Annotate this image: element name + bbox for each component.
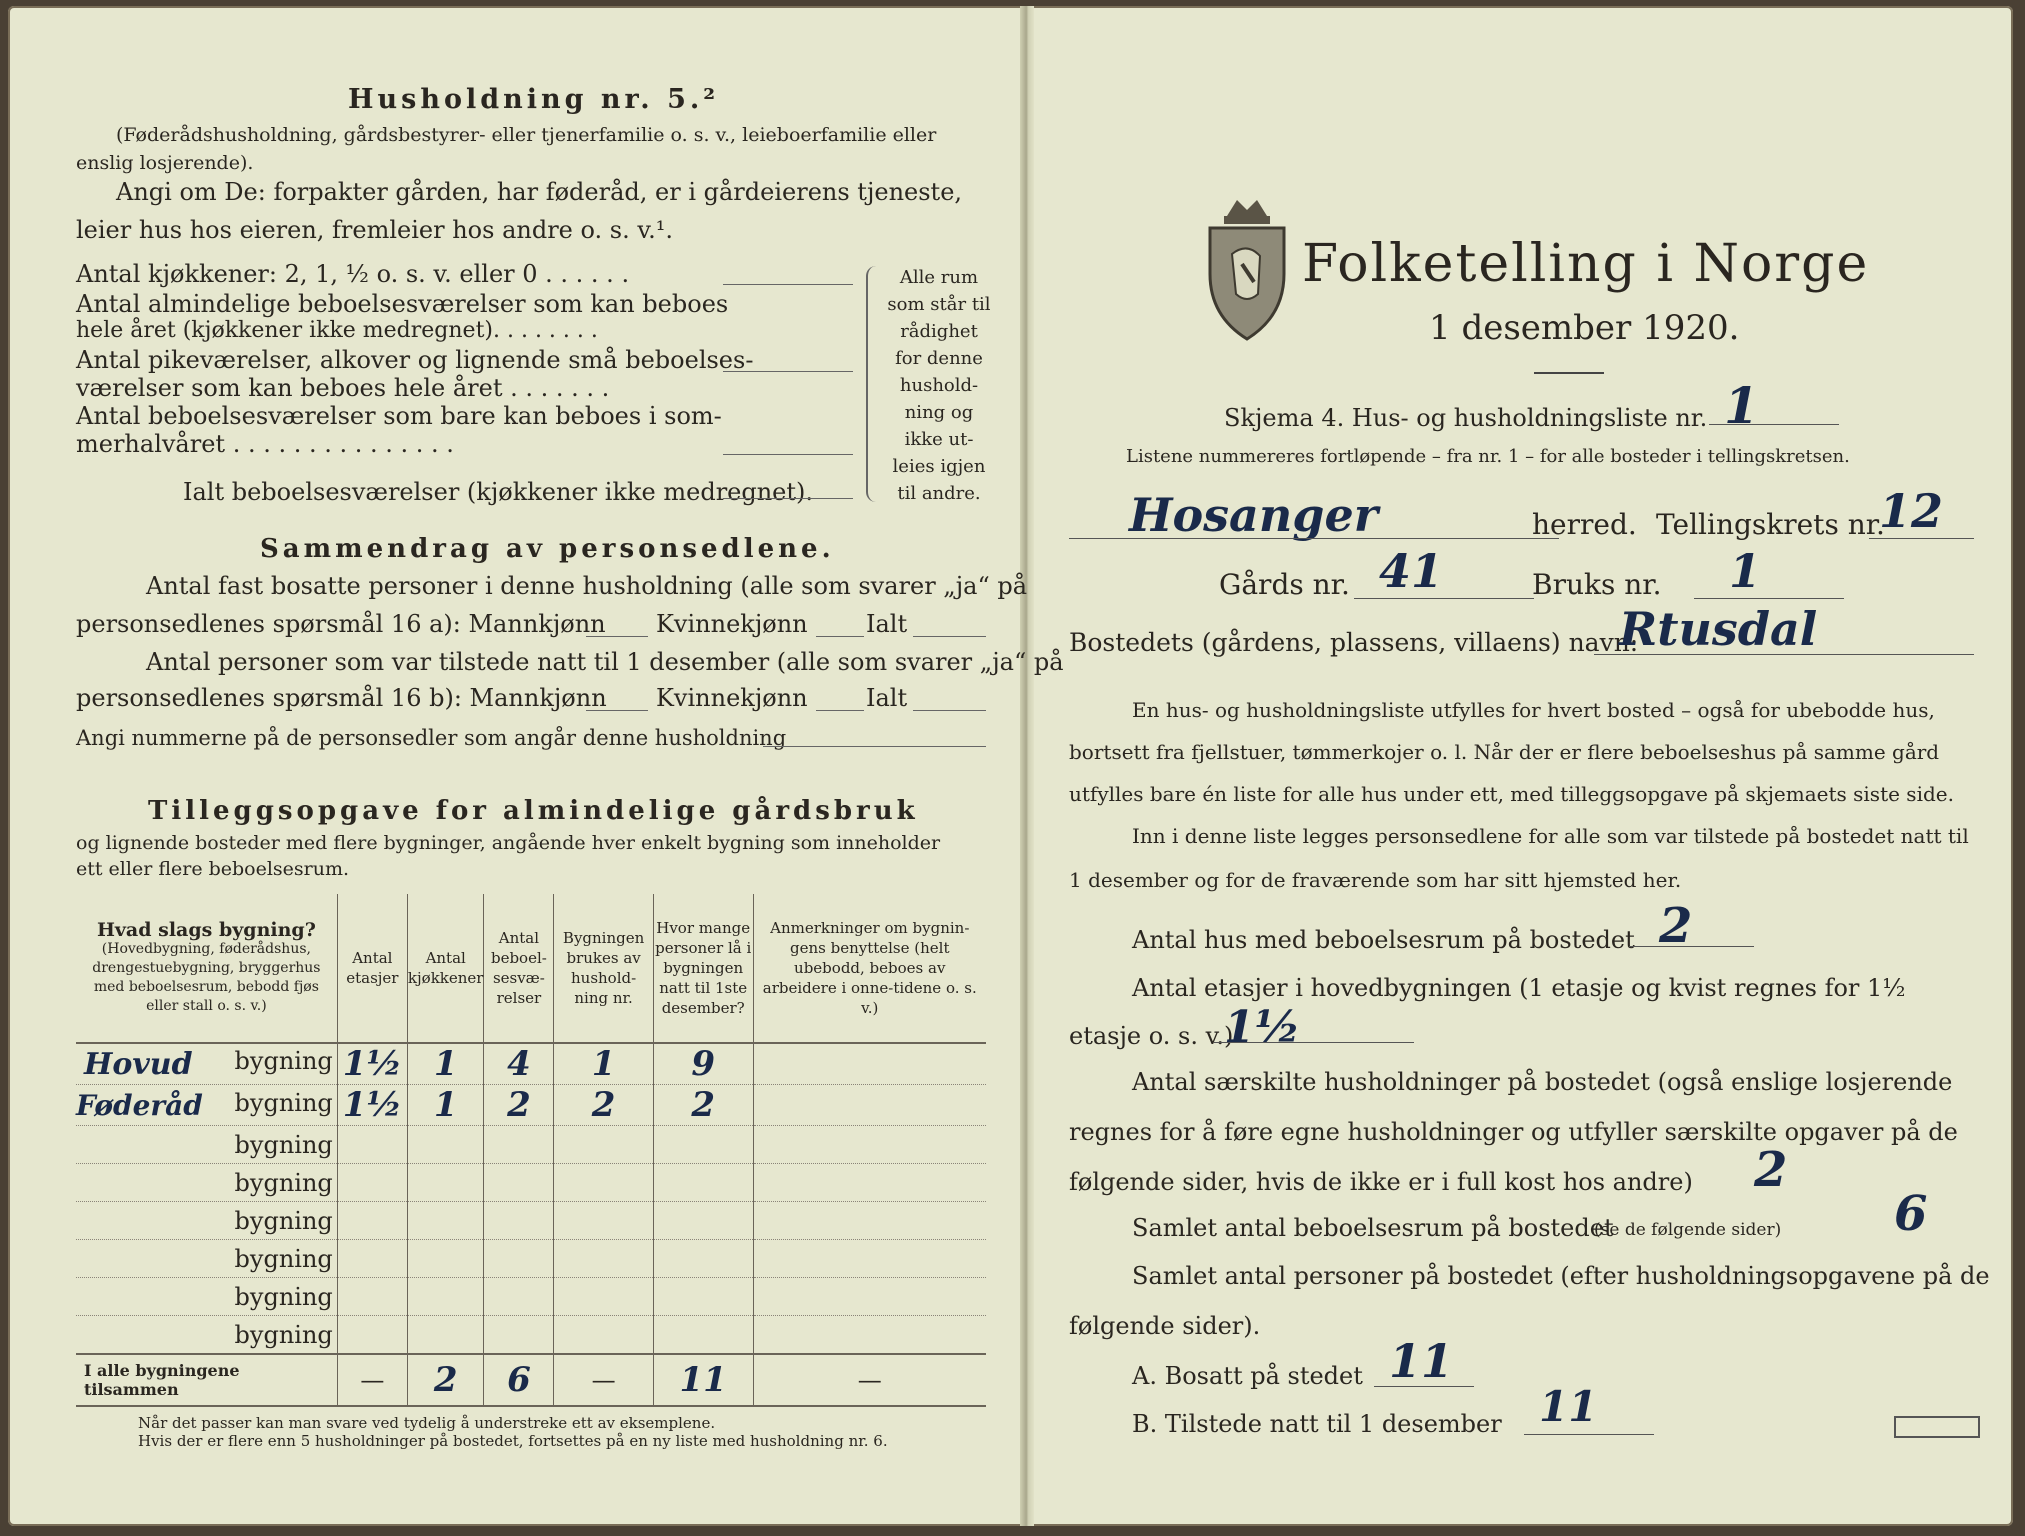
houses-value: 2 — [1659, 898, 1693, 954]
col-header-building-type: Hvad slags bygning? (Hovedbygning, føderådshus, drengestuebygning, bryggerhus med beboelsesrum, bebodd fjøs eller stall o. s. v.) — [76, 894, 337, 1043]
remarks-cell — [753, 1043, 986, 1085]
total-persons: 11 — [653, 1354, 753, 1406]
summer-rooms-label-cont: merhalvåret . . . . . . . . . . . . . . . — [76, 430, 454, 458]
instruction-p1: En hus- og husholdningsliste utfylles for hvert bosted – også for ubebodde hus, — [1132, 698, 1935, 722]
floors-label-cont: etasje o. s. v.) — [1069, 1022, 1234, 1050]
col-header-kitchens: Antal kjøkkener — [407, 894, 484, 1043]
total-rooms-value: 6 — [1894, 1186, 1928, 1242]
side-note-line: for denne — [895, 348, 983, 369]
numbering-note: Listene nummereres fortløpende – fra nr. 1 – for alle bosteder i tellingskretsen. — [1126, 446, 1850, 467]
household-title: Husholdning nr. 5.² — [348, 84, 720, 115]
table-row — [76, 1085, 986, 1126]
municipality-label: herred. — [1532, 508, 1637, 541]
rooms-cell: 4 — [484, 1043, 554, 1085]
holding-number-label: Bruks nr. — [1532, 568, 1662, 601]
side-note-line: ikke ut- — [904, 429, 974, 450]
side-note — [880, 264, 998, 507]
floors-label: Antal etasjer i hovedbygningen (1 etasje og kvist regnes for 1½ — [1132, 974, 1906, 1002]
total-persons-label-cont: følgende sider). — [1069, 1312, 1261, 1340]
persons-cell: 9 — [653, 1043, 753, 1085]
person-numbers-label: Angi nummerne på de personsedler som angår denne husholdning — [76, 726, 787, 750]
floors-cell: 1½ — [337, 1043, 407, 1085]
col-header-household: Bygningen brukes av hushold-ning nr. — [554, 894, 654, 1043]
rooms-cell: 2 — [484, 1085, 554, 1126]
holding-number-value: 1 — [1729, 544, 1762, 598]
table-total-row — [76, 1354, 986, 1406]
side-note-line: leies igjen — [892, 456, 986, 477]
resident-label: A. Bosatt på stedet — [1132, 1362, 1363, 1390]
place-name-label: Bostedets (gårdens, plassens, villaens) navn: — [1069, 628, 1639, 657]
answer-line — [723, 371, 853, 372]
divider — [1534, 372, 1604, 374]
side-note-line: som står til — [887, 294, 991, 315]
table-row: bygning — [76, 1240, 986, 1278]
side-note-line: til andre. — [897, 483, 981, 504]
total-rooms-label: Samlet antal beboelsesrum på bostedet — [1132, 1214, 1614, 1242]
total-label: Ialt — [866, 684, 908, 712]
table-row: bygning — [76, 1126, 986, 1164]
persons-cell: 2 — [653, 1085, 753, 1126]
col-header-floors: Antal etasjer — [337, 894, 407, 1043]
footnote-1: Når det passer kan man svare ved tydelig å understreke ett av eksemplene. — [138, 1414, 716, 1432]
page-fold — [1020, 6, 1034, 1526]
total-remarks: — — [753, 1354, 986, 1406]
total-household: — — [554, 1354, 654, 1406]
building-type-cell: Føderåd bygning — [76, 1085, 337, 1126]
right-page — [1034, 6, 2013, 1526]
side-note-line: rådighet — [900, 321, 978, 342]
female-label: Kvinnekjønn — [656, 610, 808, 638]
list-number-value: 1 — [1724, 376, 1759, 435]
small-rooms-label: Antal pikeværelser, alkover og lignende små beboelses- — [76, 346, 754, 374]
answer-line — [723, 498, 853, 499]
instruction-p1-cont: bortsett fra fjellstuer, tømmerkojer o. l. Når der er flere beboelseshus på samme gård — [1069, 740, 1940, 764]
table-row: bygning — [76, 1278, 986, 1316]
district-label: Tellingskrets nr. — [1656, 508, 1885, 541]
present-label: B. Tilstede natt til 1 desember — [1132, 1410, 1502, 1438]
total-persons-label: Samlet antal personer på bostedet (efter husholdningsopgavene på de — [1132, 1262, 1990, 1290]
printer-stamp — [1894, 1416, 1980, 1438]
household-note: (Føderådshusholdning, gårdsbestyrer- eller tjenerfamilie o. s. v., leieboerfamilie eller — [116, 124, 937, 146]
table-row: bygning — [76, 1316, 986, 1355]
summary-q1: Antal fast bosatte personer i denne husholdning (alle som svarer „ja“ på — [146, 572, 1028, 600]
households-label: Antal særskilte husholdninger på bostedet (også enslige losjerende — [1132, 1068, 1953, 1096]
total-floors: — — [337, 1354, 407, 1406]
kitchen-count-label: Antal kjøkkener: 2, 1, ½ o. s. v. eller 0 . . . . . . — [76, 260, 630, 288]
schema-label: Skjema 4. Hus- og husholdningsliste nr. — [1224, 404, 1708, 432]
instruction-p1-cont: utfylles bare én liste for alle hus under ett, med tilleggsopgave på skjemaets siste side. — [1069, 782, 1954, 806]
col-header-persons: Hvor mange personer lå i bygningen natt til 1ste desember? — [653, 894, 753, 1043]
households-value: 2 — [1754, 1142, 1788, 1198]
summary-q2-cont: personsedlenes spørsmål 16 b): Mannkjønn — [76, 684, 607, 712]
instruction-p2: Inn i denne liste legges personsedlene for alle som var tilstede på bostedet natt til — [1132, 824, 1969, 848]
total-rooms: 6 — [484, 1354, 554, 1406]
place-name-value: Rtusdal — [1619, 602, 1818, 656]
household-note-cont: enslig losjerende). — [76, 152, 254, 174]
buildings-table — [76, 894, 986, 1407]
brace — [866, 266, 876, 502]
footnote-2: Hvis der er flere enn 5 husholdninger på bostedet, fortsettes på en ny liste med husholdning nr. 6. — [138, 1432, 888, 1450]
municipality-value: Hosanger — [1129, 488, 1378, 542]
norway-coat-of-arms-icon — [1202, 194, 1292, 344]
answer-line — [723, 284, 853, 285]
tenure-question-cont: leier hus hos eieren, fremleier hos andre o. s. v.¹. — [76, 216, 673, 244]
total-row-label: I alle bygningene tilsammen — [76, 1354, 337, 1406]
farm-number-value: 41 — [1379, 544, 1444, 598]
census-date: 1 desember 1920. — [1429, 308, 1740, 348]
total-rooms-label: Ialt beboelsesværelser (kjøkkener ikke medregnet). — [183, 478, 814, 506]
side-note-line: ning og — [904, 402, 974, 423]
household-cell: 2 — [554, 1085, 654, 1126]
farm-number-label: Gårds nr. — [1219, 568, 1350, 601]
district-value: 12 — [1879, 484, 1944, 538]
floors-cell: 1½ — [337, 1085, 407, 1126]
side-note-line: Alle rum — [899, 267, 979, 288]
rooms-label: Antal almindelige beboelsesværelser som kan beboes — [76, 290, 729, 318]
summary-q2: Antal personer som var tilstede natt til 1 desember (alle som svarer „ja“ på — [146, 648, 1064, 676]
remarks-cell — [753, 1085, 986, 1126]
rooms-label-cont: hele året (kjøkkener ikke medregnet). . . . . . . . — [76, 318, 598, 343]
building-type-cell: Hovud bygning — [76, 1043, 337, 1085]
instruction-p2-cont: 1 desember og for de fraværende som har sitt hjemsted her. — [1069, 868, 1682, 892]
resident-value: 11 — [1389, 1334, 1454, 1388]
answer-line — [723, 454, 853, 455]
total-label: Ialt — [866, 610, 908, 638]
table-row: bygning — [76, 1164, 986, 1202]
summer-rooms-label: Antal beboelsesværelser som bare kan beboes i som- — [76, 402, 722, 430]
side-note-line: hushold- — [899, 375, 979, 396]
small-rooms-label-cont: værelser som kan beboes hele året . . . . . . . — [76, 374, 610, 402]
table-row — [76, 1043, 986, 1085]
tenure-question: Angi om De: forpakter gården, har føderåd, er i gårdeierens tjeneste, — [116, 178, 963, 206]
supplement-title: Tilleggsopgave for almindelige gårdsbruk — [148, 796, 919, 826]
summary-q1-cont: personsedlenes spørsmål 16 a): Mannkjønn — [76, 610, 606, 638]
households-label-cont: regnes for å føre egne husholdninger og utfyller særskilte opgaver på de — [1069, 1118, 1958, 1146]
form-title: Folketelling i Norge — [1302, 234, 1870, 294]
floors-value: 1½ — [1224, 1002, 1301, 1053]
household-cell: 1 — [554, 1043, 654, 1085]
supplement-note-cont: ett eller flere beboelsesrum. — [76, 858, 350, 880]
summary-title: Sammendrag av personsedlene. — [260, 534, 835, 564]
census-form-spread — [8, 6, 2013, 1526]
col-header-remarks: Anmerkninger om bygnin-gens benyttelse (helt ubebodd, beboes av arbeidere i onne-tidene o. s. v.) — [753, 894, 986, 1043]
kitchens-cell: 1 — [407, 1085, 484, 1126]
households-label-cont: følgende sider, hvis de ikke er i full kost hos andre) — [1069, 1168, 1693, 1196]
present-value: 11 — [1539, 1382, 1598, 1431]
total-kitchens: 2 — [407, 1354, 484, 1406]
total-rooms-note: (se de følgende sider) — [1594, 1220, 1782, 1240]
houses-label: Antal hus med beboelsesrum på bostedet — [1132, 926, 1635, 954]
kitchens-cell: 1 — [407, 1043, 484, 1085]
supplement-note: og lignende bosteder med flere bygninger, angående hver enkelt bygning som inneholder — [76, 832, 941, 854]
table-row: bygning — [76, 1202, 986, 1240]
left-page — [8, 6, 1064, 1526]
col-header-rooms: Antal beboel-sesvæ-relser — [484, 894, 554, 1043]
female-label: Kvinnekjønn — [656, 684, 808, 712]
